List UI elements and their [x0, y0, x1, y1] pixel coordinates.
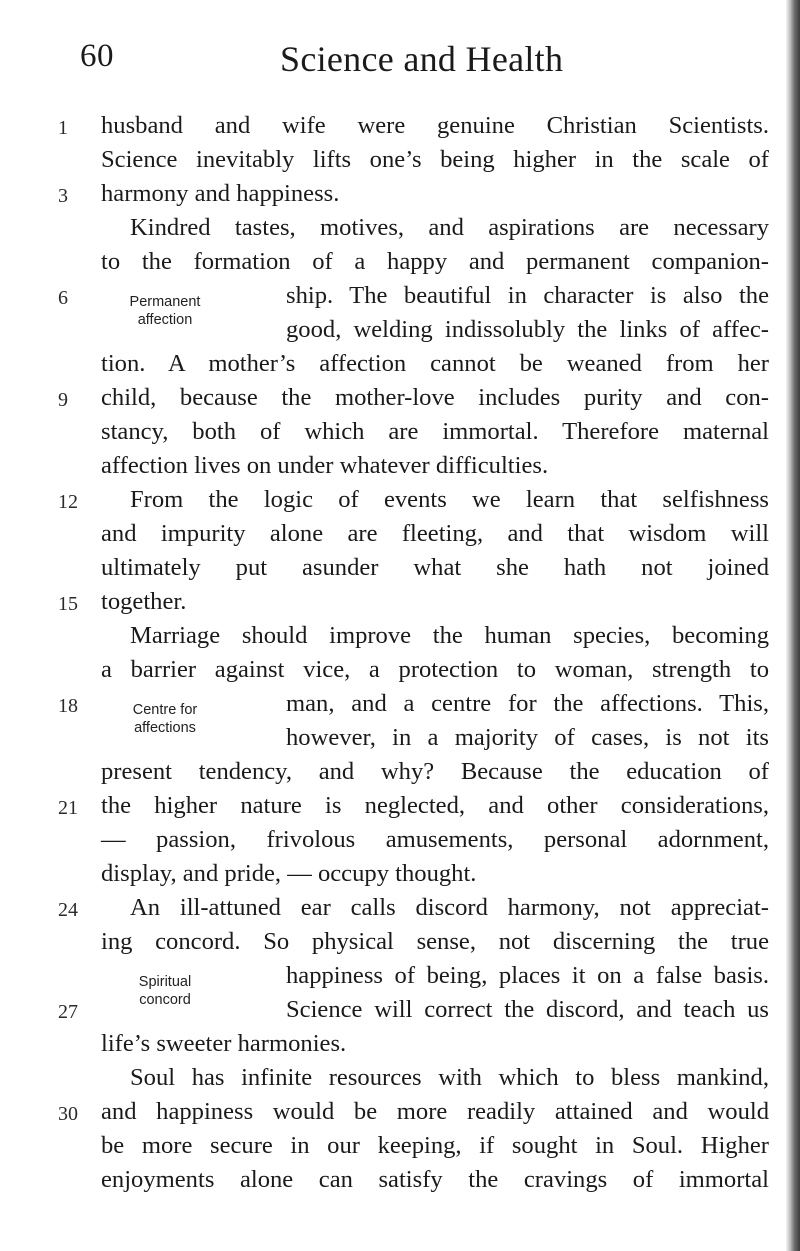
text-line — [0, 824, 800, 858]
line-text: affection lives on under whatever difficulties. — [101, 452, 549, 479]
line-number: 12 — [58, 491, 78, 513]
line-number: 9 — [58, 389, 68, 411]
text-line — [0, 586, 800, 620]
margin-note-line: Permanent — [129, 294, 201, 310]
line-text: enjoyments alone can satisfy the cravings of immortal — [101, 1166, 769, 1193]
text-line — [0, 654, 800, 688]
line-number: 24 — [58, 899, 78, 921]
line-text: An ill-attuned ear calls discord harmony, not appreciat- — [130, 894, 769, 921]
line-text: together. — [101, 588, 187, 615]
text-line — [0, 246, 800, 280]
margin-note-line: affections — [134, 720, 196, 736]
line-number: 21 — [58, 797, 78, 819]
line-text: Science inevitably lifts one’s being higher in the scale of — [101, 146, 769, 173]
line-number: 27 — [58, 1001, 78, 1023]
line-text: Kindred tastes, motives, and aspirations are necessary — [130, 214, 769, 241]
text-line — [0, 620, 800, 654]
text-line — [0, 144, 800, 178]
line-text: however, in a majority of cases, is not its — [286, 724, 769, 751]
line-text: display, and pride, — occupy thought. — [101, 860, 477, 887]
line-text: ing concord. So physical sense, not discerning the true — [101, 928, 769, 955]
margin-note-line: Spiritual — [138, 974, 192, 990]
line-text: From the logic of events we learn that selfishness — [130, 486, 769, 513]
line-text: stancy, both of which are immortal. Therefore maternal — [101, 418, 769, 445]
text-line — [0, 348, 800, 382]
line-text: present tendency, and why? Because the education of — [101, 758, 769, 785]
text-line — [0, 790, 800, 824]
line-number: 6 — [58, 287, 68, 309]
line-text: to the formation of a happy and permanent companion- — [101, 248, 769, 275]
line-text: Science will correct the discord, and teach us — [286, 996, 769, 1023]
line-number: 30 — [58, 1103, 78, 1125]
line-text: and impurity alone are fleeting, and that wisdom will — [101, 520, 769, 547]
text-line — [0, 1062, 800, 1096]
line-text: Soul has infinite resources with which to bless mankind, — [130, 1064, 769, 1091]
text-line — [0, 450, 800, 484]
margin-note-line: concord — [139, 992, 191, 1008]
text-line — [0, 178, 800, 212]
margin-note-line: Centre for — [132, 702, 198, 718]
line-text: tion. A mother’s affection cannot be weaned from her — [101, 350, 769, 377]
margin-note-permanent-affection — [110, 293, 220, 329]
margin-note-centre-for-affections — [110, 701, 220, 737]
text-line — [0, 518, 800, 552]
running-title: Science and Health — [280, 39, 564, 79]
line-text: harmony and happiness. — [101, 180, 340, 207]
text-line — [0, 484, 800, 518]
text-line — [0, 1028, 800, 1062]
line-text: Marriage should improve the human species, becoming — [130, 622, 769, 649]
line-text: child, because the mother-love includes purity and con- — [101, 384, 769, 411]
margin-note-spiritual-concord — [110, 973, 220, 1009]
text-line — [0, 926, 800, 960]
line-number: 1 — [58, 117, 68, 139]
line-text: ultimately put asunder what she hath not joined — [101, 554, 769, 581]
line-number: 15 — [58, 593, 78, 615]
line-number: 18 — [58, 695, 78, 717]
line-text: the higher nature is neglected, and other considerations, — [101, 792, 769, 819]
text-line — [0, 892, 800, 926]
line-text: husband and wife were genuine Christian Scientists. — [101, 112, 769, 139]
line-text: man, and a centre for the affections. This, — [286, 690, 769, 717]
text-line — [0, 1096, 800, 1130]
line-text: and happiness would be more readily attained and would — [101, 1098, 769, 1125]
text-line — [0, 110, 800, 144]
margin-note-line: affection — [137, 312, 193, 328]
line-text: happiness of being, places it on a false basis. — [286, 962, 769, 989]
line-number: 3 — [58, 185, 68, 207]
line-text: life’s sweeter harmonies. — [101, 1030, 347, 1057]
text-line — [0, 1130, 800, 1164]
text-line — [0, 212, 800, 246]
line-text: a barrier against vice, a protection to woman, strength to — [101, 656, 769, 683]
text-line — [0, 552, 800, 586]
text-line — [0, 382, 800, 416]
text-line — [0, 756, 800, 790]
line-text: — passion, frivolous amusements, personal adornment, — [101, 826, 769, 853]
running-header — [0, 38, 800, 90]
line-text: ship. The beautiful in character is also the — [286, 282, 769, 309]
line-text: be more secure in our keeping, if sought in Soul. Higher — [101, 1132, 769, 1159]
text-line — [0, 858, 800, 892]
line-text: good, welding indissolubly the links of affec- — [286, 316, 769, 343]
text-line — [0, 416, 800, 450]
page-number: 60 — [80, 38, 114, 74]
text-line — [0, 1164, 800, 1198]
